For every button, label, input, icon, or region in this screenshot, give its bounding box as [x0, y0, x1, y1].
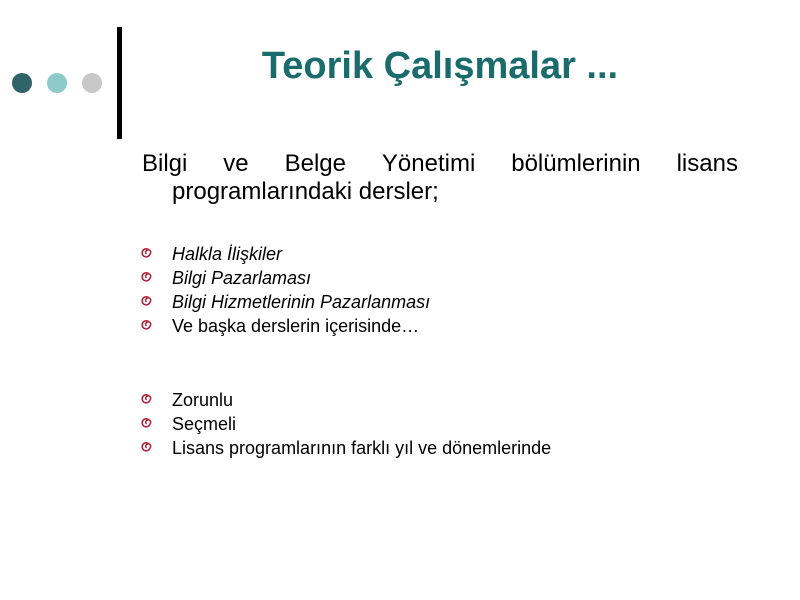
- list-item-text: Halkla İlişkiler: [172, 244, 283, 264]
- list-item: [140, 388, 760, 412]
- swirl-bullet-icon: [140, 417, 152, 429]
- list-item-text: Zorunlu: [172, 390, 234, 410]
- swirl-bullet-icon: [140, 319, 152, 331]
- slide-title: Teorik Çalışmalar ...: [261, 45, 619, 87]
- title-divider: [117, 27, 122, 139]
- swirl-bullet-icon: [140, 247, 152, 259]
- list-item: [140, 266, 760, 290]
- course-type-list: [140, 388, 760, 460]
- list-item-text: Lisans programlarının farklı yıl ve dönemlerinde: [172, 438, 552, 458]
- list-item: [140, 290, 760, 314]
- intro-word: Belge: [284, 150, 346, 177]
- intro-line-1: [142, 150, 738, 178]
- intro-paragraph: [142, 150, 738, 206]
- intro-word: Bilgi: [142, 150, 188, 177]
- course-list: [140, 242, 760, 338]
- list-item-text: Bilgi Hizmetlerinin Pazarlanması: [172, 292, 431, 312]
- decorative-dots: [12, 73, 102, 93]
- swirl-bullet-icon: [140, 441, 152, 453]
- list-item: [140, 242, 760, 266]
- intro-line-2: programlarındaki dersler;: [172, 178, 439, 205]
- list-item: [140, 314, 760, 338]
- swirl-bullet-icon: [140, 393, 152, 405]
- list-item-text: Seçmeli: [172, 414, 237, 434]
- list-item-text: Ve başka derslerin içerisinde…: [172, 316, 420, 336]
- dot-grey-icon: [82, 73, 102, 93]
- swirl-bullet-icon: [140, 271, 152, 283]
- intro-word: ve: [223, 150, 249, 177]
- list-item: [140, 412, 760, 436]
- intro-word: Yönetimi: [381, 150, 476, 177]
- list-item: [140, 436, 760, 460]
- dot-dark-icon: [12, 73, 32, 93]
- list-item-text: Bilgi Pazarlaması: [172, 268, 312, 288]
- intro-word: lisans: [676, 150, 738, 177]
- intro-word: bölümlerinin: [511, 150, 641, 177]
- dot-light-icon: [47, 73, 67, 93]
- swirl-bullet-icon: [140, 295, 152, 307]
